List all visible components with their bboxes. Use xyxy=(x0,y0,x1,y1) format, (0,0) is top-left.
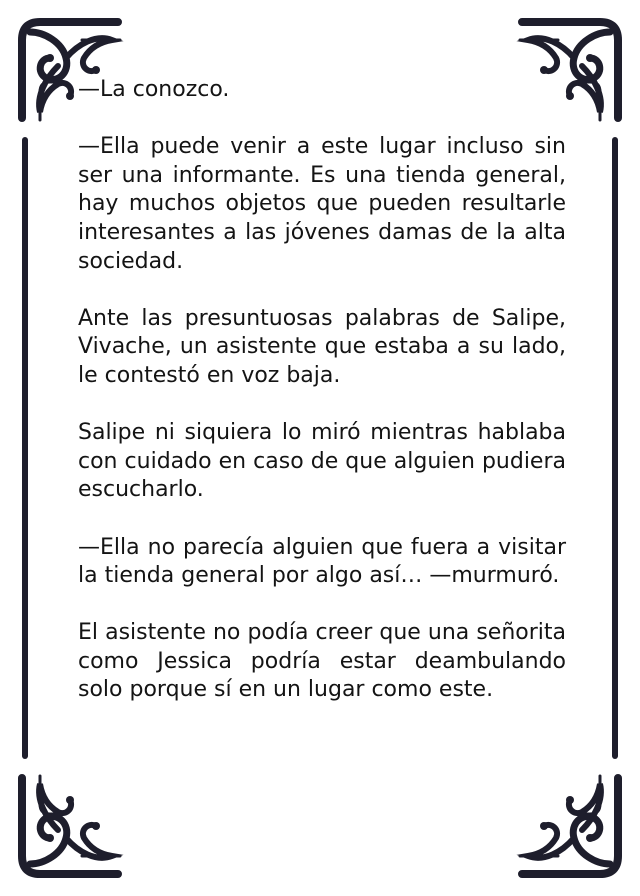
corner-ornament-bottom-left xyxy=(22,776,120,874)
paragraph: —Ella puede venir a este lugar incluso sin ser una informante. Es una tienda general, hay muchos objetos que pueden resultarle interesantes a las jóvenes damas de la alta sociedad. xyxy=(78,134,566,274)
paragraph: El asistente no podía creer que una señorita como Jessica podría estar deambulando solo porque sí en un lugar como este. xyxy=(78,620,566,703)
paragraph: Salipe ni siquiera lo miró mientras hablaba con cuidado en caso de que alguien pudiera escucharlo. xyxy=(78,420,566,503)
paragraph: —Ella no parecía alguien que fuera a visitar la tienda general por algo así… —murmuró. xyxy=(78,534,566,589)
corner-ornament-bottom-right xyxy=(520,776,618,874)
paragraph: Ante las presuntuosas palabras de Salipe, Vivache, un asistente que estaba a su lado, le contestó en voz baja. xyxy=(78,305,566,388)
page-text xyxy=(78,76,566,705)
paragraph: —La conozco. xyxy=(78,77,230,102)
